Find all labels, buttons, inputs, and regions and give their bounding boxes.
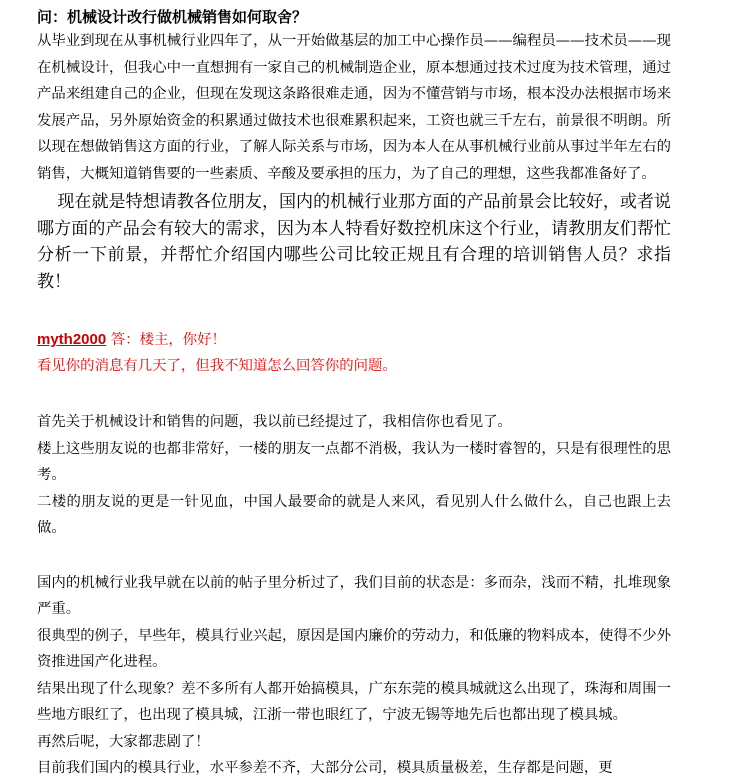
answer-header bbox=[37, 327, 671, 353]
question-title: 问：机械设计改行做机械销售如何取舍？ bbox=[37, 8, 308, 26]
spacer bbox=[37, 542, 671, 570]
spacer bbox=[37, 379, 671, 409]
question-paragraph-large: 现在就是特想请教各位朋友，国内的机械行业那方面的产品前景会比较好，或者说哪方面的产品会有较大的需求，因为本人特看好数控机床这个行业，请教朋友们帮忙分析一下前景，并帮忙介绍国内哪些公司比较正规且有合理的培训销售人员？求指教！ bbox=[37, 192, 671, 292]
answer-paragraph: 国内的机械行业我早就在以前的帖子里分析过了，我们目前的状态是：多而杂，浅而不精，扎堆现象严重。 bbox=[37, 574, 671, 617]
document-page bbox=[37, 0, 671, 782]
answer-intro: 看见你的消息有几天了，但我不知道怎么回答你的问题。 bbox=[37, 358, 397, 374]
answer-paragraph: 楼上这些朋友说的也都非常好，一楼的朋友一点都不消极，我认为一楼时睿智的，只是有很理性的思考。 bbox=[37, 440, 671, 483]
answer-paragraph: 二楼的朋友说的更是一针见血，中国人最要命的就是人来风，看见别人什么做什么，自己也跟上去做。 bbox=[37, 493, 671, 536]
answer-greeting: 楼主，你好！ bbox=[139, 332, 226, 348]
answer-paragraph: 再然后呢，大家都悲剧了！ bbox=[37, 733, 210, 750]
question-paragraph: 从毕业到现在从事机械行业四年了，从一开始做基层的加工中心操作员——编程员——技术员——现在机械设计，但我心中一直想拥有一家自己的机械制造企业，原本想通过技术过度为技术管理，通过产品来组建自己的企业，但现在发现这条路很难走通，因为不懂营销与市场，根本没办法根据市场来发展产品，另外原始资金的积累通过做技术也很难累积起来，工资也就三千左右，前景很不明朗。所以现在想做销售这方面的行业，了解人际关系与市场，因为本人在从事机械行业前从事过半年左右的销售，大概知道销售要的一些素质、辛酸及要承担的压力，为了自己的理想，这些我都准备好了。 bbox=[37, 33, 671, 182]
answer-paragraph: 结果出现了什么现象？差不多所有人都开始搞模具，广东东莞的模具城就这么出现了，珠海和周围一些地方眼红了，也出现了模具城，江浙一带也眼红了，宁波无锡等地先后也都出现了模具城。 bbox=[37, 680, 671, 723]
answer-paragraph: 首先关于机械设计和销售的问题，我以前已经提过了，我相信你也看见了。 bbox=[37, 414, 512, 430]
answer-paragraph: 目前我们国内的模具行业，水平参差不齐，大部分公司，模具质量极差，生存都是问题，更 bbox=[37, 760, 613, 776]
answer-paragraph: 很典型的例子，早些年，模具行业兴起，原因是国内廉价的劳动力，和低廉的物料成本，使得不少外资推进国产化进程。 bbox=[37, 627, 671, 670]
answer-label: 答： bbox=[110, 332, 140, 348]
username-link[interactable]: myth2000 bbox=[37, 331, 107, 348]
